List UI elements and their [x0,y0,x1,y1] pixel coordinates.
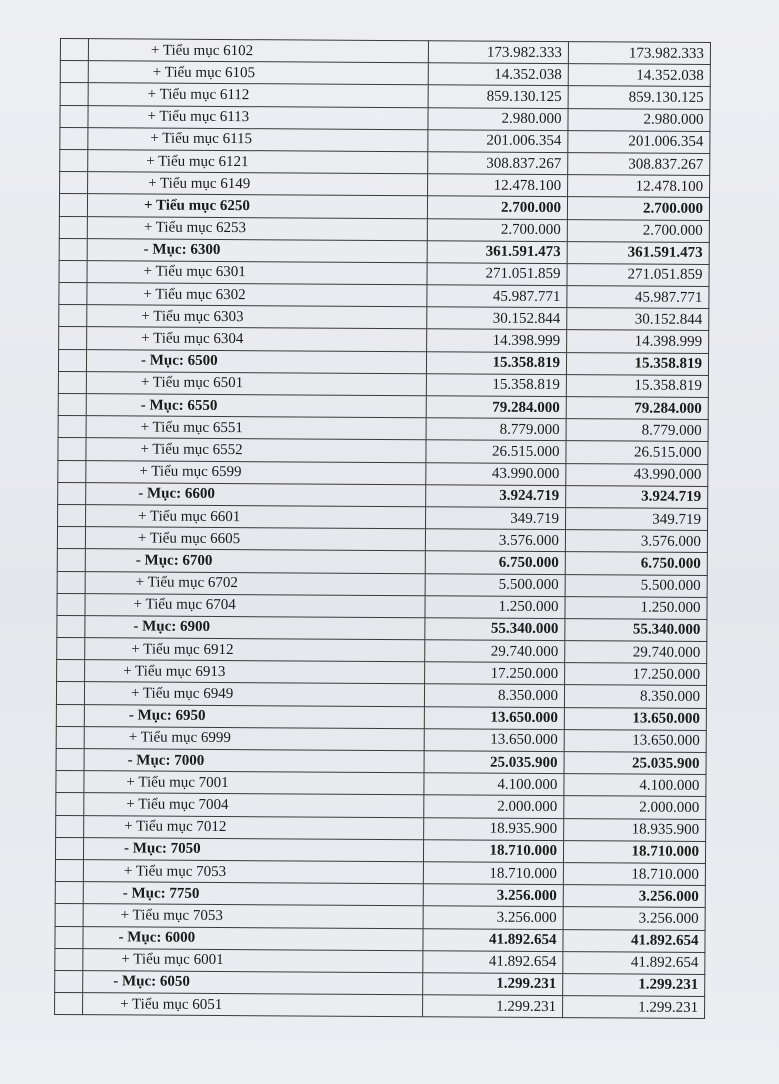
index-cell [59,216,87,238]
item-name: + Tiểu mục 6250 [143,197,250,215]
item-name: + Tiểu mục 6303 [141,308,244,325]
table-row [55,993,705,1019]
estimate-amount: 3.576.000 [425,529,565,552]
item-name-cell [85,616,425,640]
settlement-amount: 1.299.231 [563,996,705,1019]
estimate-amount: 2.700.000 [427,218,567,241]
item-name: + Tiểu mục 6704 [133,596,236,614]
item-name-cell [88,39,428,63]
settlement-amount: 4.100.000 [564,774,706,797]
estimate-amount: 8.779.000 [426,418,566,441]
estimate-amount: 15.358.819 [426,351,566,374]
index-cell [56,815,84,837]
item-name-cell [86,349,426,373]
estimate-amount: 5.500.000 [425,573,565,596]
item-name: - Mục: 6900 [133,618,211,636]
item-name-cell [86,416,426,440]
item-name: + Tiểu mục 6112 [147,86,250,104]
index-cell [59,194,87,216]
estimate-amount: 14.352.038 [428,63,568,86]
item-name-cell [88,105,428,129]
index-cell [56,793,84,815]
item-name-cell [83,993,423,1017]
item-name-cell [85,593,425,617]
item-name-cell [83,904,423,928]
item-name: - Mục: 6000 [118,929,196,946]
item-name: + Tiểu mục 6121 [146,153,249,170]
estimate-amount: 17.250.000 [425,662,565,685]
settlement-amount: 26.515.000 [566,441,708,464]
item-name: + Tiểu mục 6601 [138,508,241,525]
estimate-amount: 13.650.000 [424,706,564,729]
index-cell [55,837,83,859]
estimate-amount: 13.650.000 [424,729,564,752]
item-name: + Tiểu mục 6105 [152,64,256,81]
item-name: + Tiểu mục 6599 [139,463,242,481]
estimate-amount: 41.892.654 [423,950,563,973]
estimate-amount: 55.340.000 [425,618,565,641]
item-name-cell [88,61,428,85]
estimate-amount: 173.982.333 [428,41,568,64]
estimate-amount: 349.719 [426,507,566,530]
index-cell [60,61,88,83]
settlement-amount: 15.358.819 [566,352,708,375]
index-cell [59,238,87,260]
index-cell [60,39,88,61]
index-cell [60,105,88,127]
item-name: + Tiểu mục 6501 [140,374,244,392]
item-name-cell [87,238,427,262]
item-name: + Tiểu mục 6001 [121,951,224,969]
index-cell [56,771,84,793]
index-cell [57,660,85,682]
item-name: + Tiểu mục 6999 [128,729,232,747]
estimate-amount: 18.935.900 [424,817,564,840]
index-cell [56,704,84,726]
item-name: + Tiểu mục 6149 [148,175,251,192]
item-name: + Tiểu mục 6301 [143,263,246,281]
estimate-amount: 201.006.354 [428,129,568,152]
item-name-cell [88,172,428,196]
item-name: - Mục: 7750 [122,885,200,902]
settlement-amount: 41.892.654 [563,929,705,952]
settlement-amount: 271.051.859 [567,263,709,286]
index-cell [55,926,83,948]
item-name-cell [85,660,425,684]
index-cell [58,438,86,460]
settlement-amount: 859.130.125 [568,86,710,109]
item-name-cell [83,926,423,950]
index-cell [55,948,83,970]
item-name-cell [84,682,424,706]
index-cell [57,549,85,571]
settlement-amount: 13.650.000 [564,707,706,730]
item-name: + Tiểu mục 7012 [124,818,227,836]
item-name-cell [84,726,424,750]
estimate-amount: 15.358.819 [426,374,566,397]
estimate-amount: 3.256.000 [423,906,563,929]
settlement-amount: 55.340.000 [565,618,707,641]
index-cell [55,859,83,881]
item-name: + Tiểu mục 6551 [140,419,243,436]
estimate-amount: 41.892.654 [423,928,563,951]
settlement-amount: 2.000.000 [564,796,706,819]
estimate-amount: 1.299.231 [423,995,563,1018]
item-name-cell [87,283,427,307]
item-name-cell [88,127,428,151]
item-name-cell [87,216,427,240]
item-name-cell [86,371,426,395]
settlement-amount: 45.987.771 [567,286,709,309]
index-cell [60,127,88,149]
item-name-cell [86,482,426,506]
settlement-amount: 15.358.819 [566,374,708,397]
index-cell [59,283,87,305]
item-name-cell [86,460,426,484]
settlement-amount: 30.152.844 [567,308,709,331]
estimate-amount: 18.710.000 [423,862,563,885]
estimate-amount: 12.478.100 [428,174,568,197]
item-name: + Tiểu mục 6605 [137,530,241,547]
estimate-amount: 3.924.719 [426,484,566,507]
estimate-amount: 3.256.000 [423,884,563,907]
item-name-cell [83,948,423,972]
index-cell [55,993,83,1015]
index-cell [57,527,85,549]
index-cell [55,882,83,904]
index-cell [58,393,86,415]
index-cell [59,260,87,282]
item-name-cell [87,194,427,218]
index-cell [58,349,86,371]
index-cell [58,371,86,393]
item-name: + Tiểu mục 6949 [130,685,234,703]
item-name: + Tiểu mục 6912 [131,641,234,658]
estimate-amount: 8.350.000 [424,684,564,707]
index-cell [55,970,83,992]
item-name-cell [86,438,426,462]
item-name: + Tiểu mục 7001 [126,774,229,791]
settlement-amount: 14.352.038 [568,64,710,87]
settlement-amount: 308.837.267 [568,153,710,176]
settlement-amount: 2.700.000 [567,219,709,242]
budget-table-body [55,39,711,1019]
estimate-amount: 18.710.000 [423,839,563,862]
index-cell [57,638,85,660]
index-cell [59,305,87,327]
settlement-amount: 12.478.100 [568,175,710,198]
item-name-cell [84,793,424,817]
item-name: - Mục: 6950 [128,707,206,725]
settlement-amount: 6.750.000 [565,552,707,575]
settlement-amount: 3.256.000 [563,907,705,930]
settlement-amount: 17.250.000 [565,663,707,686]
settlement-amount: 43.990.000 [566,463,708,486]
estimate-amount: 4.100.000 [424,773,564,796]
item-name: - Mục: 6550 [140,397,218,414]
item-name: + Tiểu mục 6113 [147,108,250,126]
estimate-amount: 2.000.000 [424,795,564,818]
settlement-amount: 3.576.000 [565,530,707,553]
budget-table [54,38,711,1019]
settlement-amount: 3.924.719 [566,485,708,508]
item-name-cell [83,882,423,906]
index-cell [56,748,84,770]
settlement-amount: 14.398.999 [567,330,709,353]
estimate-amount: 79.284.000 [426,396,566,419]
estimate-amount: 1.299.231 [423,973,563,996]
settlement-amount: 41.892.654 [563,951,705,974]
item-name: + Tiểu mục 6115 [150,130,253,148]
item-name: + Tiểu mục 7004 [126,796,229,814]
item-name: + Tiểu mục 7053 [120,907,223,924]
settlement-amount: 8.350.000 [564,685,706,708]
estimate-amount: 271.051.859 [427,263,567,286]
item-name-cell [85,638,425,662]
item-name-cell [84,704,424,728]
settlement-amount: 79.284.000 [566,397,708,420]
item-name-cell [83,837,423,861]
item-name-cell [86,394,426,418]
settlement-amount: 5.500.000 [565,574,707,597]
item-name-cell [87,305,427,329]
estimate-amount: 29.740.000 [425,640,565,663]
estimate-amount: 6.750.000 [425,551,565,574]
settlement-amount: 173.982.333 [568,42,710,65]
index-cell [58,416,86,438]
estimate-amount: 25.035.900 [424,751,564,774]
estimate-amount: 308.837.267 [428,152,568,175]
item-name: + Tiểu mục 7053 [123,862,227,880]
item-name-cell [85,527,425,551]
item-name: - Mục: 6050 [113,973,190,991]
index-cell [60,149,88,171]
settlement-amount: 1.250.000 [565,596,707,619]
item-name-cell [84,749,424,773]
settlement-amount: 29.740.000 [565,641,707,664]
item-name: - Mục: 6600 [138,485,215,503]
settlement-amount: 18.935.900 [564,818,706,841]
estimate-amount: 2.700.000 [427,196,567,219]
settlement-amount: 3.256.000 [563,885,705,908]
index-cell [56,682,84,704]
item-name: - Mục: 6300 [143,241,221,259]
item-name-cell [83,971,423,995]
item-name: + Tiểu mục 6304 [141,330,244,348]
estimate-amount: 2.980.000 [428,107,568,130]
item-name: + Tiểu mục 6253 [143,219,247,237]
item-name-cell [85,571,425,595]
settlement-amount: 1.299.231 [563,973,705,996]
index-cell [58,482,86,504]
index-cell [56,726,84,748]
item-name: - Mục: 7000 [127,752,205,769]
item-name: - Mục: 6500 [140,352,218,370]
index-cell [57,571,85,593]
item-name-cell [88,83,428,107]
item-name: + Tiểu mục 6702 [135,574,238,592]
index-cell [57,593,85,615]
item-name: + Tiểu mục 6051 [120,996,223,1013]
settlement-amount: 361.591.473 [567,241,709,264]
estimate-amount: 26.515.000 [426,440,566,463]
index-cell [60,172,88,194]
index-cell [59,327,87,349]
settlement-amount: 13.650.000 [564,729,706,752]
index-cell [58,504,86,526]
item-name-cell [83,860,423,884]
estimate-amount: 14.398.999 [427,329,567,352]
index-cell [58,460,86,482]
settlement-amount: 25.035.900 [564,752,706,775]
item-name-cell [87,261,427,285]
item-name-cell [84,771,424,795]
item-name-cell [86,505,426,529]
item-name: - Mục: 7050 [123,840,201,858]
estimate-amount: 859.130.125 [428,85,568,108]
estimate-amount: 45.987.771 [427,285,567,308]
settlement-amount: 349.719 [566,508,708,531]
item-name-cell [88,150,428,174]
settlement-amount: 18.710.000 [563,840,705,863]
item-name: + Tiểu mục 6302 [143,286,246,303]
index-cell [57,615,85,637]
estimate-amount: 1.250.000 [425,595,565,618]
item-name: + Tiểu mục 6102 [150,42,254,59]
estimate-amount: 43.990.000 [426,462,566,485]
settlement-amount: 201.006.354 [568,130,710,153]
item-name: - Mục: 6700 [135,552,213,569]
index-cell [60,83,88,105]
settlement-amount: 2.700.000 [567,197,709,220]
item-name-cell [84,815,424,839]
item-name: + Tiểu mục 6913 [123,663,226,680]
settlement-amount: 18.710.000 [563,863,705,886]
settlement-amount: 2.980.000 [568,108,710,131]
item-name-cell [87,327,427,351]
item-name: + Tiểu mục 6552 [140,441,243,459]
estimate-amount: 30.152.844 [427,307,567,330]
item-name-cell [85,549,425,573]
estimate-amount: 361.591.473 [427,240,567,263]
index-cell [55,904,83,926]
settlement-amount: 8.779.000 [566,419,708,442]
